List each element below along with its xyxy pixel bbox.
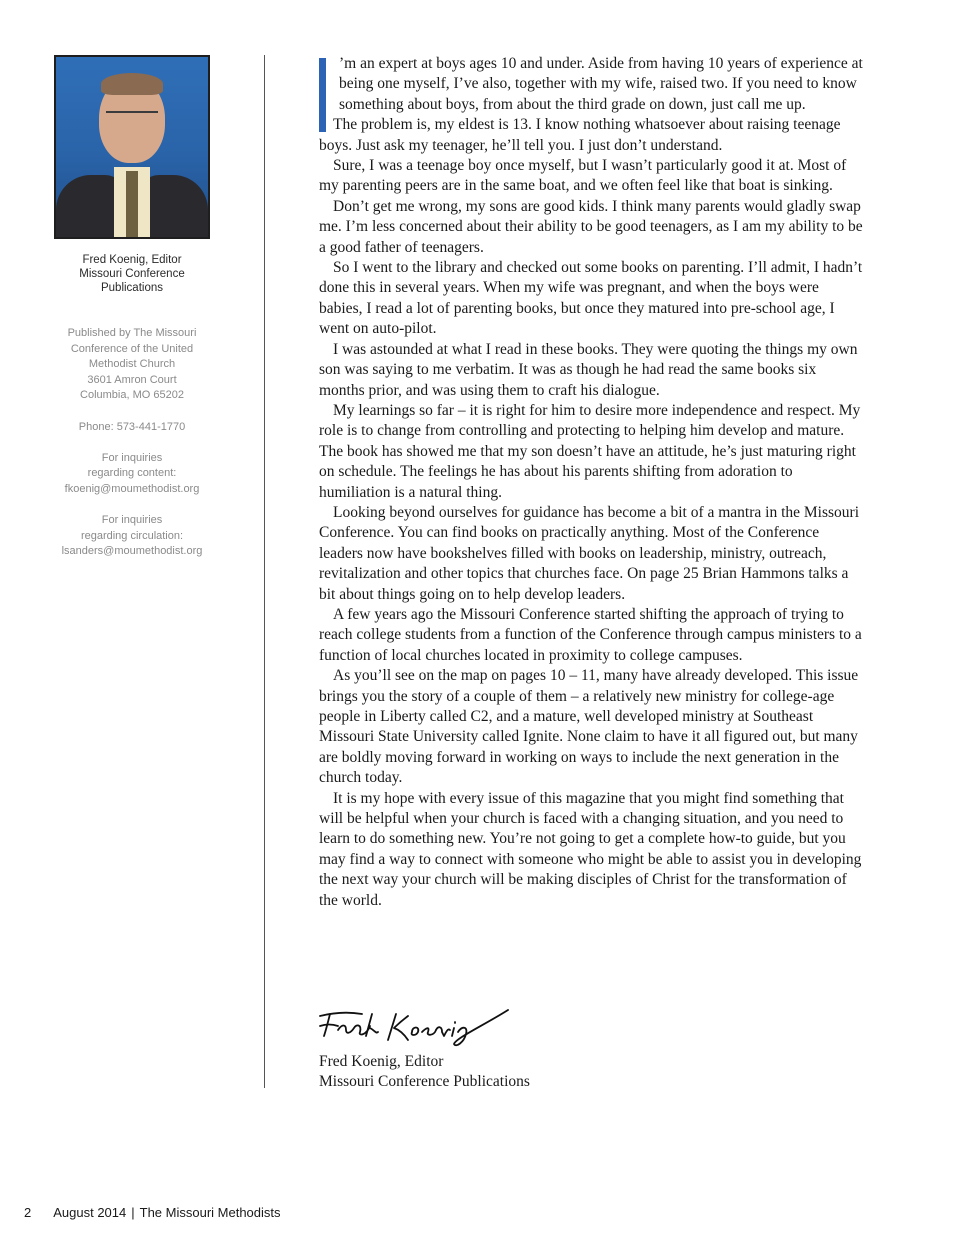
article-paragraph: So I went to the library and checked out some books on parenting. I’ll admit, I hadn’t done this in several years. When my wife was pregnant, and when the boys were babies, I read a lot of parenting books, but once they matured into pre-school age, I went on auto-pilot. <box>319 259 863 338</box>
photo-caption <box>54 253 210 295</box>
address-line: Published by The Missouri <box>67 327 197 339</box>
article-paragraph: I was astounded at what I read in these books. They were quoting the things my own son was saying to me verbatim. It was as though he had read the same books six months prior, and was using them to craft his dialogue. <box>319 340 858 399</box>
circulation-email-link[interactable]: lsanders@moumethodist.org <box>61 545 203 558</box>
inquiry-line: regarding circulation: <box>80 529 184 542</box>
column-divider <box>264 55 265 1088</box>
caption-line: Fred Koenig, Editor <box>82 254 182 266</box>
article-paragraph: My learnings so far – it is right for him to desire more independence and respect. My role is to change from controlling and protecting to helping him develop and mature. The book has showed me that my son doesn’t have an attitude, he’s just maturing right on schedule. The feelings he has about his parents shifting from adoration to humiliation is a natural thing. <box>319 401 861 501</box>
editor-photo <box>54 55 210 239</box>
circulation-inquiries <box>54 513 210 560</box>
article-paragraph: Looking beyond ourselves for guidance has become a bit of a mantra in the Missouri Conference. You can find books on practically anything. Most of the Conference leaders now have bookshelves filled with books on leadership, ministry, outreach, revitalization and other topics that churches face. On page 25 Brian Hammons talks a bit about things going on to help develop leaders. <box>319 503 860 603</box>
article-paragraph: Don’t get me wrong, my sons are good kids. I think many parents would gladly swap me. I’m less concerned about their ability to be good teenagers, as I am my ability to be a good father of teenagers. <box>319 197 863 256</box>
caption-line: Missouri Conference <box>79 268 185 280</box>
article-paragraph: Sure, I was a teenage boy once myself, but I wasn’t particularly good it at. Most of my parenting peers are in the same boat, and we often feel like that boat is sinking. <box>319 157 847 195</box>
page-number: 2 <box>24 1205 32 1220</box>
address-line: Conference of the United <box>70 342 194 355</box>
inquiry-line: For inquiries <box>101 514 163 527</box>
content-inquiries <box>54 451 210 498</box>
signoff-name: Fred Koenig, Editor <box>319 1053 444 1070</box>
inquiry-line: For inquiries <box>101 451 163 464</box>
publisher-address <box>54 326 210 404</box>
sidebar <box>54 55 210 576</box>
caption-line: Publications <box>100 282 163 294</box>
footer-separator: | <box>131 1205 135 1220</box>
signature <box>316 1002 516 1050</box>
signoff-title: Missouri Conference Publications <box>319 1073 530 1091</box>
article-paragraph: As you’ll see on the map on pages 10 – 11, many have already developed. This issue brings you the story of a couple of them – a relatively new ministry for college-age people in Liberty called C2, and a mature, well developed ministry at Southeast Missouri State University called Ignite. None claim to have it all figured out, but many are boldly moving forward in working on ways to include the next generation in the church today. <box>319 667 859 787</box>
article-paragraph: It is my hope with every issue of this magazine that you might find something that will be helpful when your church is faced with a changing situation, and you need to learn to do something new. You’re not going to get a complete how-to guide, but you may find a way to connect with someone who might be able to assist you in developing the next way your church will be making disciples of Christ for the transformation of the world. <box>319 789 862 909</box>
article-paragraph <box>319 54 864 115</box>
address-line: 3601 Amron Court <box>87 373 177 386</box>
publication-name: The Missouri Methodists <box>139 1205 281 1220</box>
dropcap <box>319 58 326 132</box>
signoff <box>319 1052 530 1093</box>
issue-date: August 2014 <box>53 1205 127 1220</box>
address-line: Methodist Church <box>88 358 176 371</box>
phone-number: Phone: 573-441-1770 <box>78 420 186 433</box>
address-line: Columbia, MO 65202 <box>80 389 184 402</box>
page-footer <box>24 1205 281 1220</box>
article-paragraph: A few years ago the Missouri Conference started shifting the approach of trying to reach college students from a function of the Conference through campus ministers to a function of local churches located in proximity to college campuses. <box>319 605 862 664</box>
editorial-article <box>319 54 864 911</box>
article-paragraph: The problem is, my eldest is 13. I know nothing whatsoever about raising teenage boys. Just ask my teenager, he’ll tell you. I just don’t understand. <box>319 116 841 154</box>
inquiry-line: regarding content: <box>87 467 177 480</box>
content-email-link[interactable]: fkoenig@moumethodist.org <box>64 482 200 495</box>
paragraph-text: ’m an expert at boys ages 10 and under. Aside from having 10 years of experience at being one myself, I’ve also, together with my wife, raised two. If you need to know something about boys, from about the third grade on down, just call me up. <box>339 55 863 113</box>
publisher-info <box>54 326 210 560</box>
